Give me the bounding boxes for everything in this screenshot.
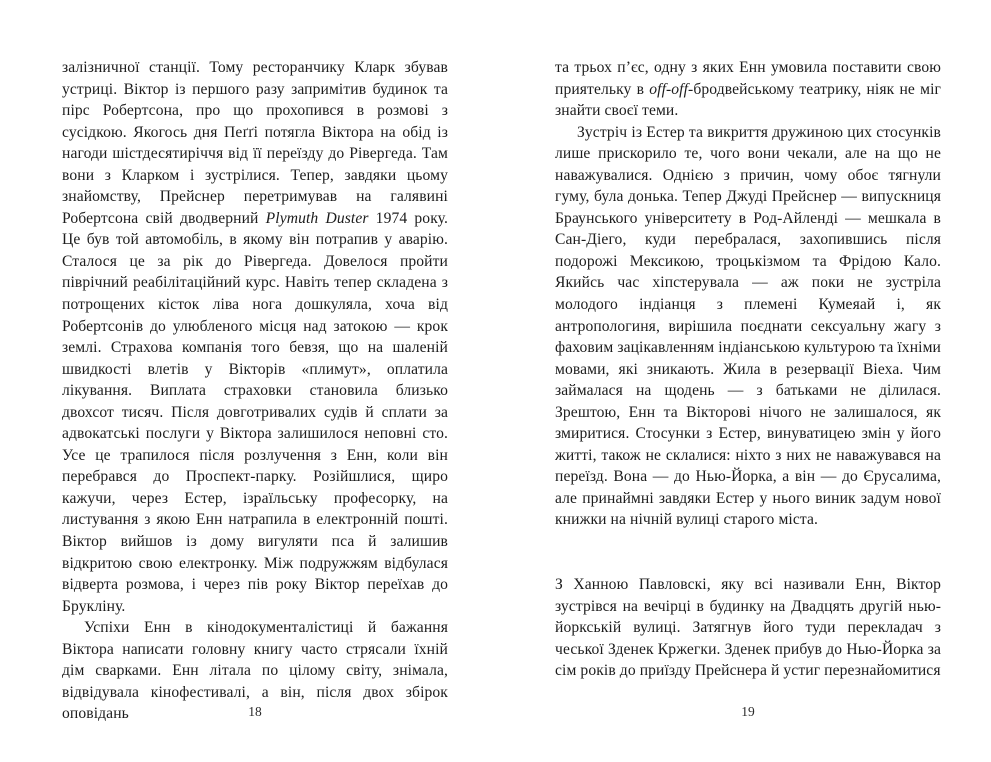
page-number-right: 19 (741, 704, 755, 719)
page-right-text (555, 57, 941, 682)
text-run: Зустріч із Естер та викриття дружиною цих стосунків лише прискорило те, чого вони чекали, але на що не наважувалися. Однією з причин, чому обоє тягнули гуму, була донька. Тепер Джуді Прейснер — випускниця Браунського університету в Род-Айленді — мешкала в Сан-Діего, куди перебралася, захопившись після подорожі Мексикою, троцькізмом та Фрідою Кало. Якийсь час хіпстерувала — аж поки не зустріла молодого індіанця з племені Кумеяай і, як антропологиня, вирішила поєднати сексуальну жагу з фаховим зацікавленням індіанською культурою та їхніми мовами, які зникають. Жила в резервації Віеха. Чим займалася на щодень — з батьками не ділилася. Зрештою, Енн та Вікторові нічого не залишалося, як змиритися. Стосунки з Естер, винуватицею змін у його житті, також не склалися: ніхто з них не наважувався на переїзд. Вона — до Нью-Йорка, а він — до Єрусалима, але принаймні завдяки Естер у нього виник задум нової книжки на нічній вулиці старого міста. (555, 123, 941, 529)
text-run: бродвейському театрику, ніяк не міг знайти своєї теми. (555, 80, 941, 120)
text-run: З Ханною Павловскі, яку всі називали Енн, Віктор зустрівся на вечірці в будинку на Двадцять другій нью-йоркській вулиці. Затягнув його туди перекладач з чеської Зденек Кржегки. Зденек прибув до Нью-Йорка за сім років до приїзду Прейснера й устиг перезнайомитися (555, 576, 941, 680)
paragraph (555, 57, 941, 122)
page-left-text (62, 57, 448, 725)
text-run: Успіхи Енн в кінодокументалістиці й бажання Віктора написати головну книгу часто стрясали їхній дім сварками. Енн літала по цілому світу, знімала, відвідувала кінофестивалі, а він, після двох збірок оповідань (62, 619, 448, 723)
text-run: 1974 року. Це був той автомобіль, в якому він потрапив у аварію. Сталося це за рік до Рівергеда. Довелося пройти піврічний реабілітаційний курс. Навіть тепер складена з потрощених кісток ліва нога дошкуляла, хоча від Робертсонів до улюбленого місця над затокою — крок землі. Страхова компанія того бевзя, що на шаленій швидкості влетів у Вікторів «плимут», оплатила лікування. Виплата страховки становила близько двохсот тисяч. Після довготривалих судів й сплати за адвокатські послуги у Віктора залишилося неповні сто. Усе це трапилося після розлучення з Енн, коли він перебрався до Проспект-парку. Розійшлися, щиро кажучи, через Естер, ізраїльську професорку, на листування з якою Енн натрапила в електронній пошті. Віктор вийшов із дому вигуляти пса й залишив відкритою свою електронку. Між подружжям відбулася відверта розмова, і через пів року Віктор переїхав до Брукліну. (62, 209, 448, 615)
text-run: залізничної станції. Тому ресторанчику Кларк збував устриці. Віктор із першого разу запримітив будинок та пірс Робертсона, про що прохопився в розмові з сусідкою. Якогось дня Пеґґі потягла Віктора на обід із нагоди шістдесятиріччя від її переїзду до Рівергеда. Там вони з Кларком і зустрілися. Тепер, завдяки цьому знайомству, Прейснер перетримував на галявині Робертсона свій дводверний (62, 59, 448, 227)
paragraph (555, 574, 941, 682)
italic-text-run: off-off- (649, 80, 694, 98)
italic-text-run: Plymuth Duster (265, 209, 369, 227)
paragraph (555, 122, 941, 531)
page-number-left: 18 (248, 704, 262, 719)
paragraph (62, 57, 448, 617)
text-run: та трьох п’єс, одну з яких Енн умовила поставити свою приятельку в (555, 59, 941, 98)
